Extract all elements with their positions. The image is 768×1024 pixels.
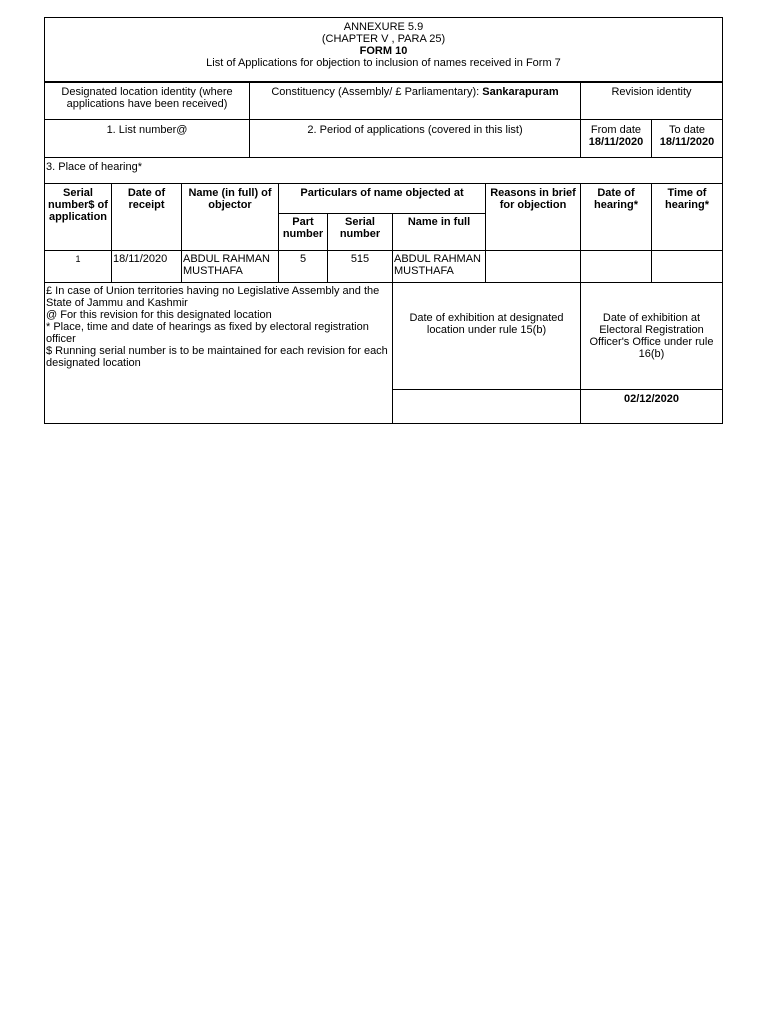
table-header-row	[45, 183, 722, 250]
footer-notes	[45, 283, 393, 423]
constituency-value: Sankarapuram	[482, 86, 559, 98]
designated-location-label: Designated location identity (where applications have been received)	[45, 83, 250, 119]
period-label: 2. Period of applications (covered in this list)	[250, 120, 581, 157]
row-part-number: 5	[279, 251, 328, 282]
list-period-row	[45, 119, 722, 157]
from-date-value: 18/11/2020	[588, 136, 644, 148]
constituency-cell	[250, 83, 581, 119]
col-date-hearing-header: Date of hearing*	[581, 184, 652, 250]
col-serial-header: Serial number$ of application	[45, 184, 112, 250]
chapter-reference: (CHAPTER V , PARA 25)	[321, 33, 446, 45]
col-particulars-group	[279, 184, 486, 250]
row-date-receipt: 18/11/2020	[112, 251, 182, 282]
annexure-title: ANNEXURE 5.9	[343, 21, 424, 33]
revision-identity-label: Revision identity	[611, 86, 692, 98]
exhibition-ero-label: Date of exhibition at Electoral Registration Officer's Office under rule 16(b)	[581, 283, 722, 390]
col-particulars-header: Particulars of name objected at	[279, 184, 485, 214]
constituency-label: Constituency (Assembly/ £ Parliamentary):	[271, 86, 483, 98]
row-serial-number: 515	[328, 251, 393, 282]
row-name-in-full: ABDUL RAHMAN MUSTHAFA	[393, 251, 486, 282]
exhibition-ero-value: 02/12/2020	[623, 393, 680, 405]
form-subtitle: List of Applications for objection to inclusion of names received in Form 7	[206, 57, 561, 69]
row-time-hearing	[652, 251, 722, 282]
row-reasons	[486, 251, 581, 282]
col-reasons-header: Reasons in brief for objection	[486, 184, 581, 250]
place-of-hearing-label: 3. Place of hearing*	[46, 161, 143, 173]
particulars-subheaders	[279, 214, 485, 250]
to-date-cell	[652, 120, 722, 157]
col-name-in-full-header: Name in full	[407, 216, 471, 228]
footer-row	[45, 282, 722, 423]
row-date-hearing	[581, 251, 652, 282]
col-time-hearing-header: Time of hearing*	[664, 187, 709, 211]
note-serial: $ Running serial number is to be maintained for each revision for each designated location	[46, 345, 388, 369]
form-title: FORM 10	[359, 45, 408, 57]
to-date-value: 18/11/2020	[659, 136, 715, 148]
exhibition-ero-cell	[581, 283, 722, 423]
col-objector-header: Name (in full) of objector	[182, 184, 279, 250]
form-10-document	[44, 17, 723, 424]
location-row	[45, 83, 722, 119]
exhibition-designated-label: Date of exhibition at designated location under rule 15(b)	[393, 283, 580, 390]
col-part-number-header: Part number	[279, 214, 328, 250]
form-header	[45, 18, 722, 83]
table-row	[45, 250, 722, 282]
col-serial-number-header: Serial number	[328, 214, 393, 250]
list-number-label: 1. List number@	[45, 120, 250, 157]
from-date-label: From date	[590, 124, 642, 136]
col-date-receipt-header: Date of receipt	[112, 184, 182, 250]
from-date-cell	[581, 120, 652, 157]
exhibition-designated-cell	[393, 283, 581, 423]
place-of-hearing-row	[45, 157, 722, 183]
note-hearings: * Place, time and date of hearings as fixed by electoral registration officer	[46, 321, 369, 345]
note-revision: @ For this revision for this designated location	[46, 309, 272, 321]
row-objector: ABDUL RAHMAN MUSTHAFA	[182, 251, 279, 282]
note-union-territories: £ In case of Union territories having no Legislative Assembly and the State of Jammu and Kashmir	[46, 285, 380, 309]
exhibition-designated-value	[393, 390, 580, 423]
to-date-label: To date	[668, 124, 706, 136]
row-serial: 1	[45, 251, 112, 282]
